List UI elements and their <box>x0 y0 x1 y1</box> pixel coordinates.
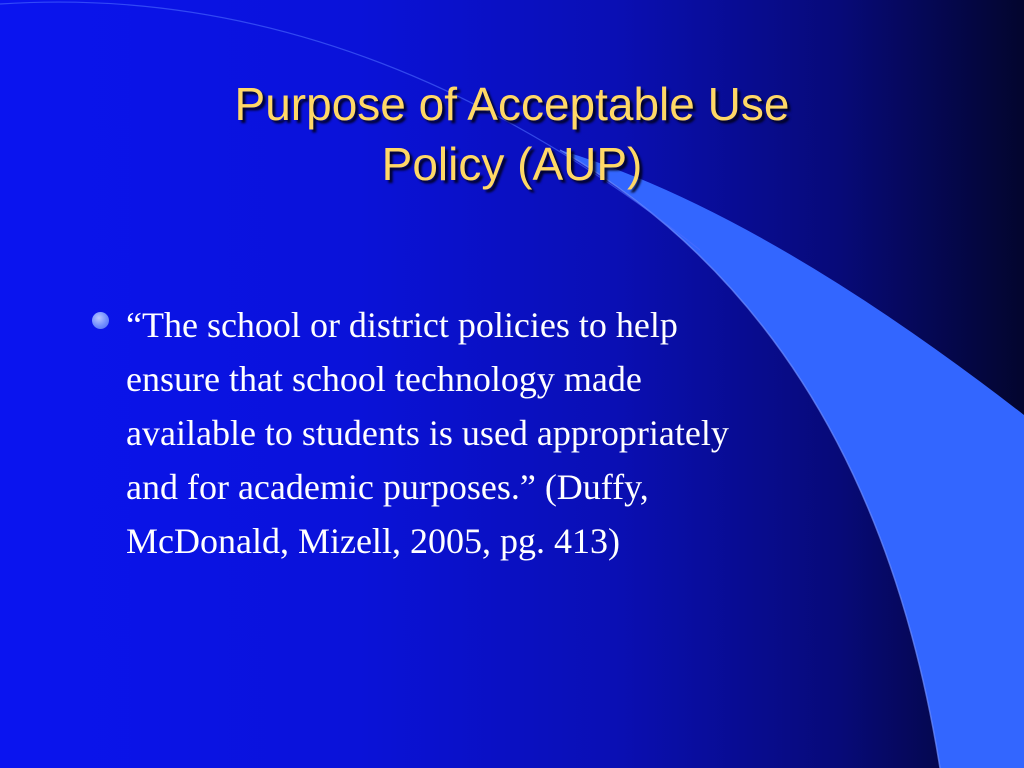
bullet-dot-icon <box>92 312 109 329</box>
bullet-list <box>88 298 898 568</box>
title-line: Purpose of Acceptable Use <box>234 78 790 130</box>
bullet-line: McDonald, Mizell, 2005, pg. 413) <box>126 521 620 561</box>
bullet-line: “The school or district policies to help <box>126 305 678 345</box>
bullet-line: and for academic purposes.” (Duffy, <box>126 467 649 507</box>
bullet-line: ensure that school technology made <box>126 359 642 399</box>
title-line: Policy (AUP) <box>381 138 643 190</box>
slide-title <box>100 74 924 194</box>
bullet-line: available to students is used appropriately <box>126 413 729 453</box>
bullet-item <box>88 298 898 568</box>
